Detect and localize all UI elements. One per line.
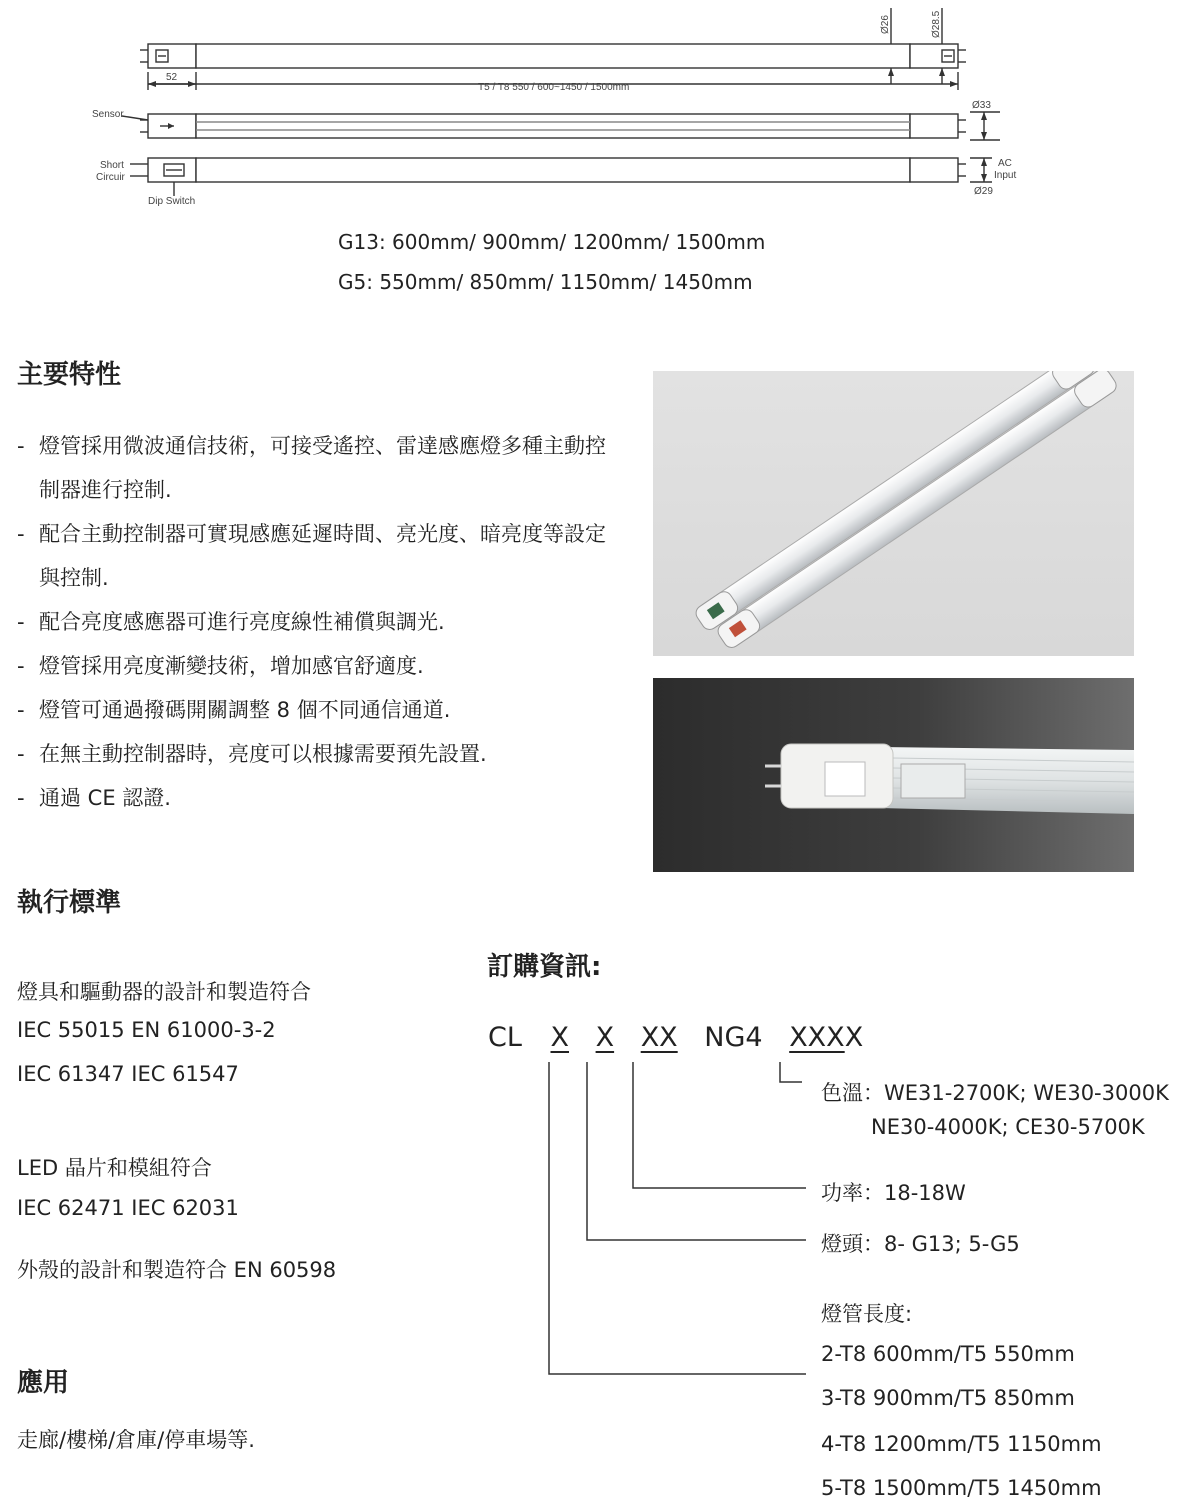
standards-line: IEC 61347 IEC 61547 <box>17 1062 239 1086</box>
dia-29-label: Ø29 <box>974 186 993 197</box>
code-power: XX <box>640 1022 678 1053</box>
standards-line: 燈具和驅動器的設計和製造符合 <box>17 980 311 1004</box>
feature-item: - 燈管可通過撥碼開關調整 8 個不同通信通道. <box>17 688 617 732</box>
standards-line: 外殼的設計和製造符合 EN 60598 <box>17 1258 337 1282</box>
order-code <box>488 1022 863 1053</box>
tube-dimension-diagram <box>80 0 1040 215</box>
short-label-1: Short <box>100 160 124 171</box>
code-prefix: CL <box>488 1022 522 1053</box>
length-label: T5 / T8 550 / 600~1450 / 1500mm <box>478 82 630 93</box>
code-base: X <box>595 1022 615 1053</box>
length-option: 4-T8 1200mm/T5 1150mm <box>821 1432 1102 1456</box>
short-label-2: Circuir <box>96 172 125 183</box>
ac-label-1: AC <box>998 158 1012 169</box>
feature-item: - 配合主動控制器可實現感應延遲時間、亮光度、暗亮度等設定與控制. <box>17 512 617 600</box>
order-info-title: 訂購資訊: <box>487 952 602 982</box>
features-list <box>17 424 617 820</box>
length-option: 2-T8 600mm/T5 550mm <box>821 1342 1075 1366</box>
feature-item: - 配合亮度感應器可進行亮度線性補償與調光. <box>17 600 617 644</box>
dim-52-label: 52 <box>166 72 178 83</box>
dia-26-label: Ø26 <box>880 15 891 34</box>
feature-item: - 在無主動控制器時，亮度可以根據需要預先設置. <box>17 732 617 776</box>
features-title: 主要特性 <box>17 360 122 390</box>
dip-switch-label: Dip Switch <box>148 196 196 207</box>
code-color-temp <box>789 1022 863 1053</box>
ac-label-2: Input <box>994 170 1017 181</box>
spec-g5: G5: 550mm/ 850mm/ 1150mm/ 1450mm <box>338 270 753 294</box>
dia-28-5-label: Ø28.5 <box>931 10 942 38</box>
feature-item: - 燈管採用微波通信技術，可接受遙控、雷達感應燈多種主動控制器進行控制. <box>17 424 617 512</box>
base-option: 燈頭：8- G13; 5-G5 <box>821 1232 1020 1256</box>
standards-title: 執行標準 <box>17 888 122 918</box>
product-photo-closeup <box>653 678 1134 872</box>
spec-g13: G13: 600mm/ 900mm/ 1200mm/ 1500mm <box>338 230 766 254</box>
dia-33-label: Ø33 <box>972 100 991 111</box>
length-title: 燈管長度: <box>821 1302 913 1326</box>
code-length: X <box>550 1022 569 1053</box>
application-title: 應用 <box>17 1368 70 1398</box>
feature-item: - 燈管採用亮度漸變技術，增加感官舒適度. <box>17 644 617 688</box>
code-color-temp-underlined: XXX <box>789 1022 845 1053</box>
standards-line: IEC 55015 EN 61000-3-2 <box>17 1018 276 1042</box>
standards-line: IEC 62471 IEC 62031 <box>17 1196 239 1220</box>
application-text: 走廊/樓梯/倉庫/停車場等. <box>17 1428 255 1452</box>
code-series: NG4 <box>704 1022 763 1053</box>
color-temp-line-2: NE30-4000K; CE30-5700K <box>871 1115 1145 1139</box>
power-option: 功率：18-18W <box>821 1181 966 1205</box>
sensor-label: Sensor <box>92 109 124 120</box>
color-temp-line-1: 色溫：WE31-2700K; WE30-3000K <box>821 1081 1169 1105</box>
feature-item: - 通過 CE 認證. <box>17 776 617 820</box>
length-option: 3-T8 900mm/T5 850mm <box>821 1386 1075 1410</box>
product-photo-tubes <box>653 371 1134 656</box>
length-option: 5-T8 1500mm/T5 1450mm <box>821 1476 1102 1500</box>
code-color-temp-tail: X <box>844 1022 864 1053</box>
standards-line: LED 晶片和模組符合 <box>17 1156 212 1180</box>
